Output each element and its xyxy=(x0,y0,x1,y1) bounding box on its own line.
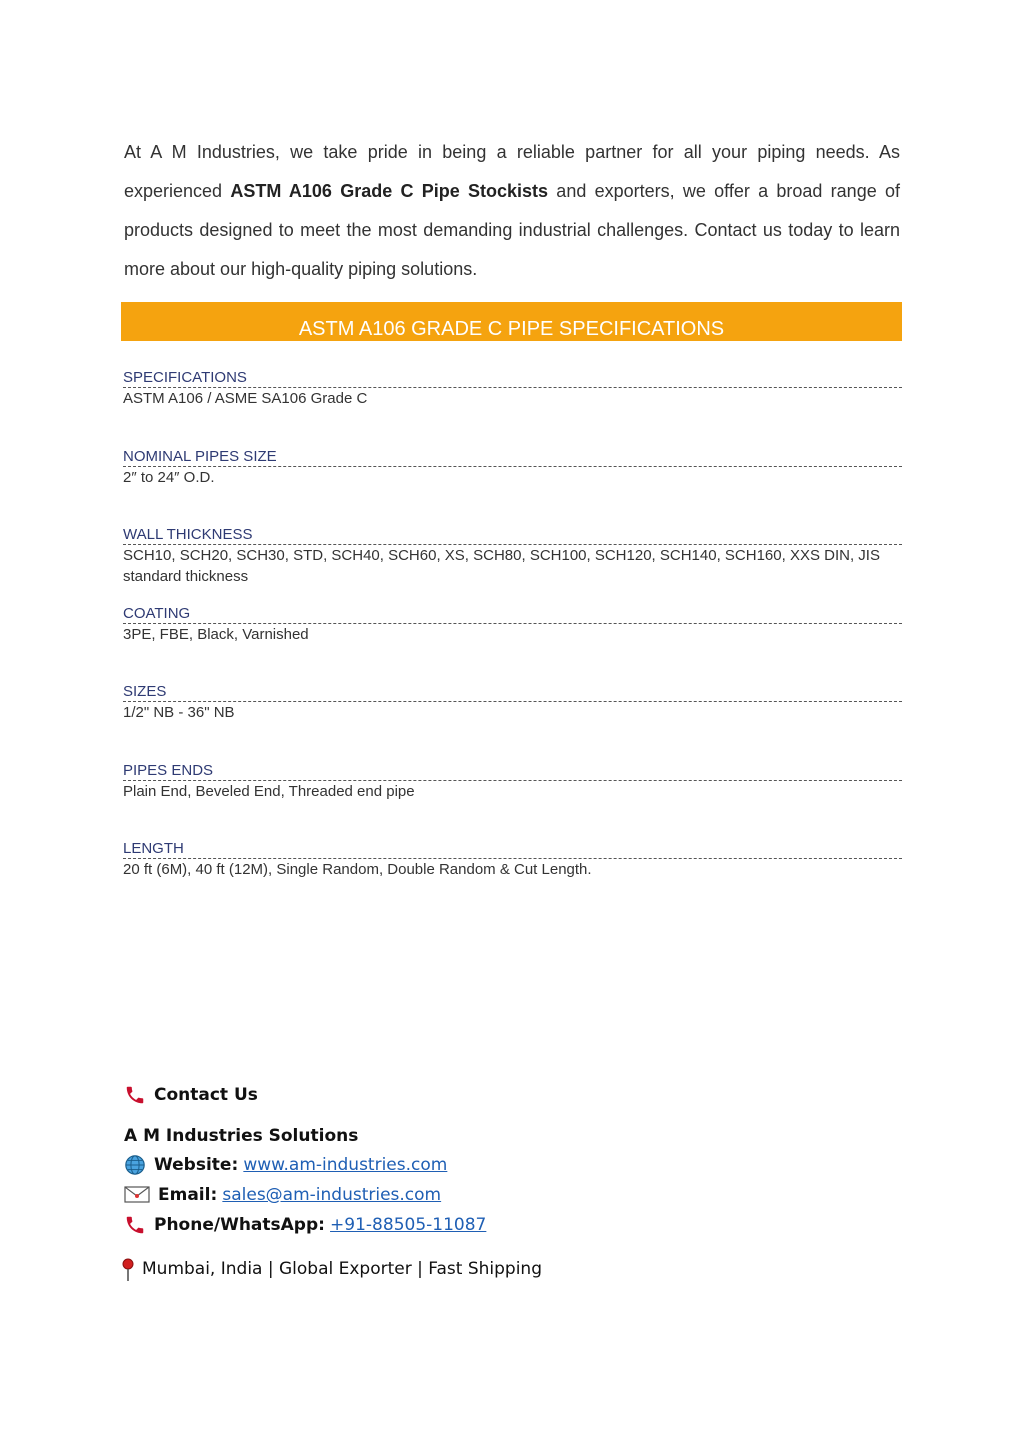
spec-value: 1/2" NB - 36" NB xyxy=(123,704,235,721)
phone-link[interactable]: +91-88505-11087 xyxy=(330,1215,487,1235)
contact-heading: Contact Us xyxy=(154,1085,258,1105)
pushpin-icon xyxy=(120,1258,136,1280)
spec-item xyxy=(123,683,902,762)
globe-icon xyxy=(124,1154,146,1176)
phone-label: Phone/WhatsApp: xyxy=(154,1215,325,1235)
specifications-list xyxy=(123,369,902,919)
website-row xyxy=(124,1154,447,1176)
intro-paragraph xyxy=(124,133,900,289)
spec-label: LENGTH xyxy=(123,840,902,859)
intro-line-2-post: and exporters, we offer a broad range of products designed to meet the most demanding industrial challenges. Contact us today to learn more about our high-quality piping solutions. xyxy=(124,181,900,279)
company-row xyxy=(124,1126,358,1146)
email-label: Email: xyxy=(158,1185,218,1205)
spec-label: NOMINAL PIPES SIZE xyxy=(123,448,902,467)
spec-value: 3PE, FBE, Black, Varnished xyxy=(123,625,309,643)
banner-title: ASTM A106 GRADE C PIPE SPECIFICATIONS xyxy=(298,318,725,340)
specifications-banner xyxy=(121,302,902,341)
spec-value: ASTM A106 / ASME SA106 Grade C xyxy=(123,390,368,407)
envelope-icon xyxy=(124,1184,150,1206)
spec-item xyxy=(123,369,902,448)
spec-value: 2″ to 24″ O.D. xyxy=(123,468,215,486)
spec-label: SIZES xyxy=(123,683,902,702)
spec-label: SPECIFICATIONS xyxy=(123,369,902,388)
website-link[interactable]: www.am-industries.com xyxy=(243,1155,448,1175)
spec-item xyxy=(123,762,902,841)
spec-value: SCH10, SCH20, SCH30, STD, SCH40, SCH60, XS, SCH80, SCH100, SCH120, SCH140, SCH160, XXS DIN, JIS standard thickness xyxy=(123,547,880,585)
spec-value: 20 ft (6M), 40 ft (12M), Single Random, Double Random & Cut Length. xyxy=(123,861,592,878)
location-row xyxy=(120,1258,542,1280)
spec-label: COATING xyxy=(123,605,902,624)
spec-value: Plain End, Beveled End, Threaded end pipe xyxy=(123,782,415,800)
intro-line-1: At A M Industries, we take pride in being a reliable partner for all your piping needs. xyxy=(124,142,870,162)
telephone-icon xyxy=(124,1084,146,1106)
phone-row xyxy=(124,1214,486,1236)
contact-heading-row xyxy=(124,1084,258,1106)
spec-label: PIPES ENDS xyxy=(123,762,902,781)
spec-label: WALL THICKNESS xyxy=(123,526,902,545)
website-label: Website: xyxy=(154,1155,239,1175)
location-text: Mumbai, India | Global Exporter | Fast Shipping xyxy=(142,1259,542,1279)
email-link[interactable]: sales@am-industries.com xyxy=(222,1185,442,1205)
spec-item xyxy=(123,526,902,605)
intro-bold-keyword: ASTM A106 Grade C Pipe Stockists xyxy=(230,181,549,201)
email-row xyxy=(124,1184,441,1206)
intro-line-2-pre: As experienced xyxy=(124,142,900,201)
telephone-icon xyxy=(124,1214,146,1236)
company-name: A M Industries Solutions xyxy=(124,1126,359,1146)
spec-item xyxy=(123,605,902,684)
spec-item xyxy=(123,448,902,527)
spec-item xyxy=(123,840,902,919)
